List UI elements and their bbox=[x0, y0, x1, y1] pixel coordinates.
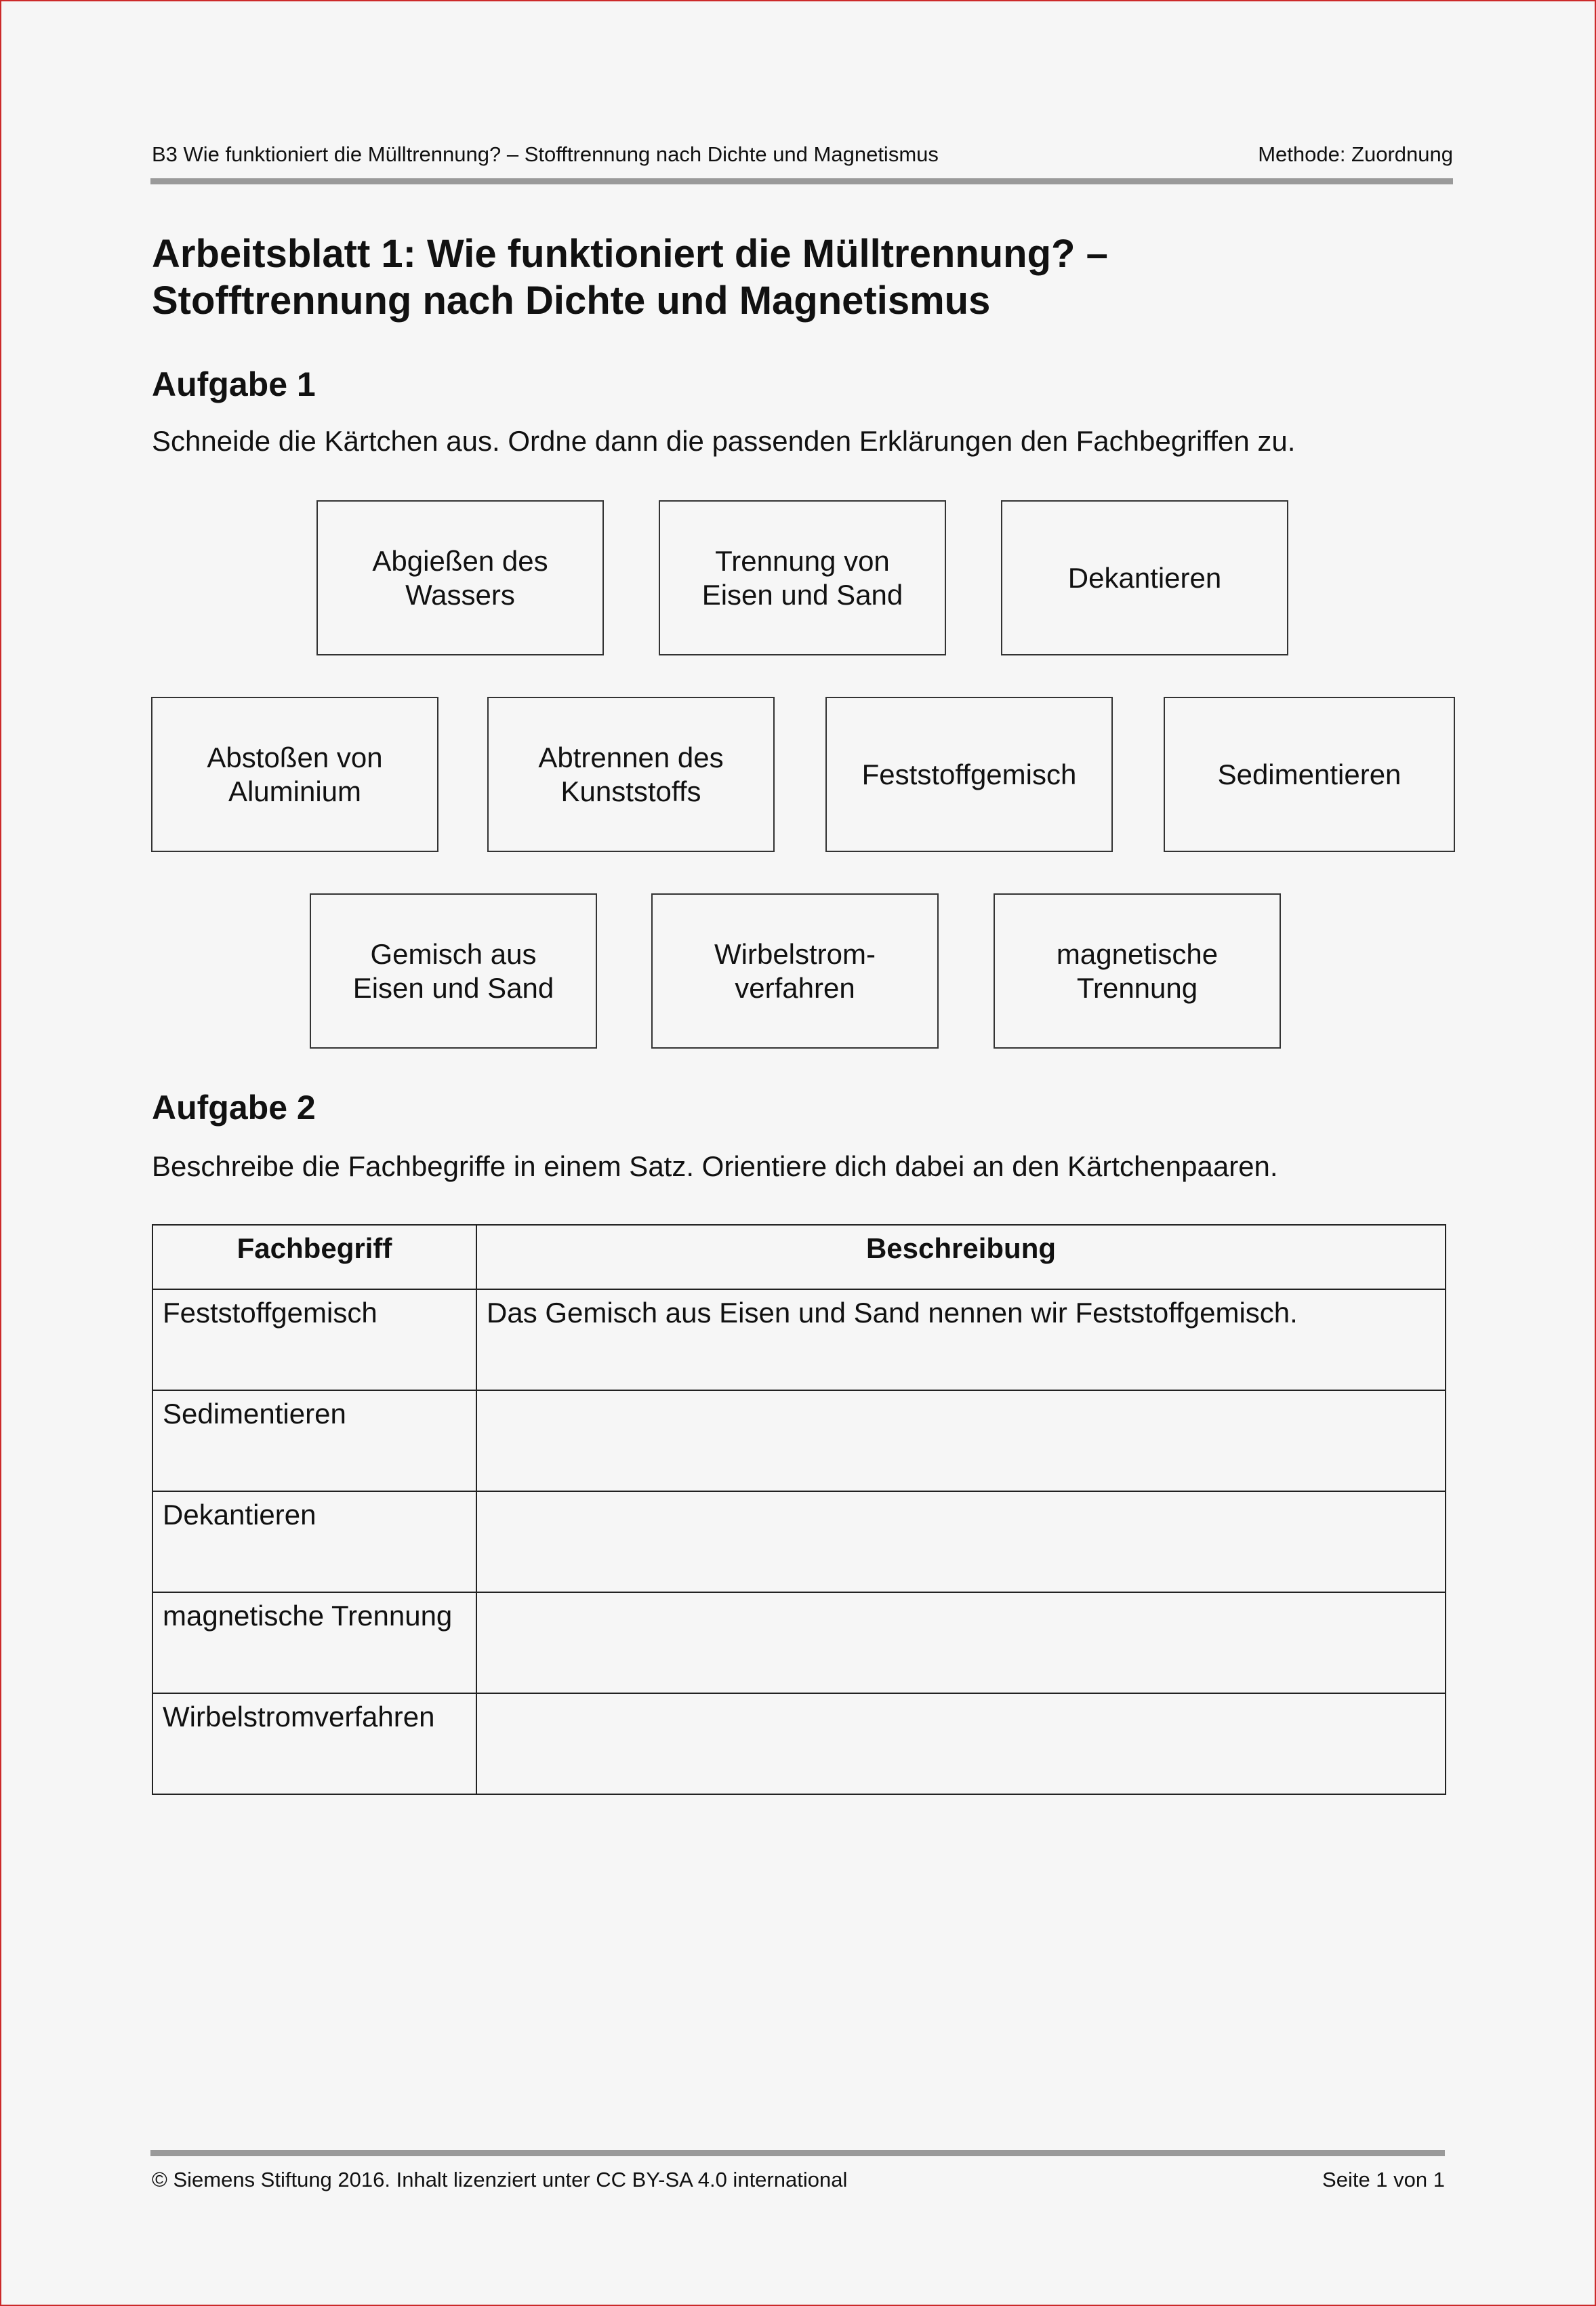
footer-rule bbox=[150, 2150, 1445, 2156]
table-row bbox=[152, 1693, 1446, 1794]
page-footer bbox=[152, 2168, 1445, 2192]
card-dekantieren[interactable]: Dekantieren bbox=[1001, 500, 1288, 655]
column-header-description: Beschreibung bbox=[476, 1225, 1446, 1289]
table-row bbox=[152, 1592, 1446, 1693]
card-wirbelstromverfahren[interactable]: Wirbelstrom- verfahren bbox=[651, 893, 939, 1049]
task2-heading: Aufgabe 2 bbox=[152, 1089, 316, 1127]
card-abgiessen[interactable]: Abgießen des Wassers bbox=[316, 500, 604, 655]
header-method: Methode: Zuordnung bbox=[1258, 142, 1453, 166]
title-line-1: Arbeitsblatt 1: Wie funktioniert die Mülltrennung? – bbox=[152, 232, 1108, 276]
term-cell: Wirbelstromverfahren bbox=[152, 1693, 476, 1794]
worksheet-title bbox=[152, 230, 1439, 324]
table-row bbox=[152, 1491, 1446, 1592]
card-gemisch-eisen-sand[interactable]: Gemisch aus Eisen und Sand bbox=[310, 893, 597, 1049]
terms-table bbox=[152, 1224, 1446, 1795]
term-cell: magnetische Trennung bbox=[152, 1592, 476, 1693]
description-cell[interactable] bbox=[476, 1491, 1446, 1592]
page-header bbox=[152, 142, 1453, 167]
header-title: B3 Wie funktioniert die Mülltrennung? – Stofftrennung nach Dichte und Magnetismus bbox=[152, 142, 939, 166]
card-abtrennen-kunststoff[interactable]: Abtrennen des Kunststoffs bbox=[487, 697, 775, 852]
table-row bbox=[152, 1390, 1446, 1491]
card-trennung-eisen-sand[interactable]: Trennung von Eisen und Sand bbox=[659, 500, 946, 655]
description-cell[interactable] bbox=[476, 1592, 1446, 1693]
description-cell[interactable] bbox=[476, 1693, 1446, 1794]
footer-page-number: Seite 1 von 1 bbox=[1322, 2168, 1445, 2191]
column-header-term: Fachbegriff bbox=[152, 1225, 476, 1289]
table-row bbox=[152, 1289, 1446, 1390]
term-cell: Dekantieren bbox=[152, 1491, 476, 1592]
task1-instruction: Schneide die Kärtchen aus. Ordne dann die passenden Erklärungen den Fachbegriffen zu. bbox=[152, 425, 1296, 457]
description-cell[interactable] bbox=[476, 1390, 1446, 1491]
task2-instruction: Beschreibe die Fachbegriffe in einem Satz. Orientiere dich dabei an den Kärtchenpaaren. bbox=[152, 1150, 1278, 1182]
term-cell: Feststoffgemisch bbox=[152, 1289, 476, 1390]
table-header-row bbox=[152, 1225, 1446, 1289]
description-cell[interactable]: Das Gemisch aus Eisen und Sand nennen wir Feststoffgemisch. bbox=[476, 1289, 1446, 1390]
header-rule bbox=[150, 178, 1453, 184]
title-line-2: Stofftrennung nach Dichte und Magnetismus bbox=[152, 279, 991, 323]
task1-heading: Aufgabe 1 bbox=[152, 365, 316, 403]
card-magnetische-trennung[interactable]: magnetische Trennung bbox=[994, 893, 1281, 1049]
card-abstossen-aluminium[interactable]: Abstoßen von Aluminium bbox=[151, 697, 438, 852]
term-cell: Sedimentieren bbox=[152, 1390, 476, 1491]
card-sedimentieren[interactable]: Sedimentieren bbox=[1164, 697, 1455, 852]
card-feststoffgemisch[interactable]: Feststoffgemisch bbox=[825, 697, 1113, 852]
footer-copyright: © Siemens Stiftung 2016. Inhalt lizenziert unter CC BY-SA 4.0 international bbox=[152, 2168, 848, 2191]
